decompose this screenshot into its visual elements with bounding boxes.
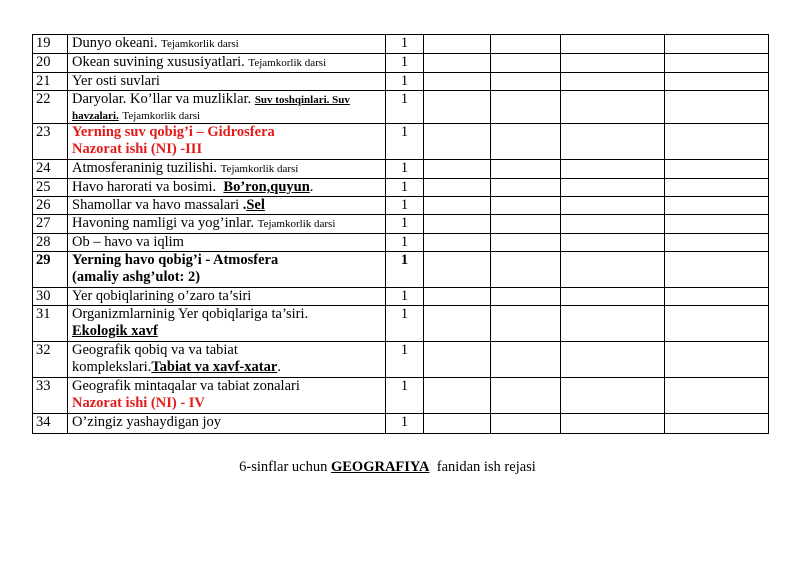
empty-cell — [665, 124, 769, 160]
row-topic: Yerning suv qobig’i – Gidrosfera Nazorat ishi (NI) -III — [68, 124, 386, 160]
row-extra: Tabiat va xavf-xatar — [151, 359, 278, 375]
empty-cell — [665, 414, 769, 434]
row-note: Tejamkorlik darsi — [248, 57, 327, 69]
empty-cell — [424, 378, 491, 414]
empty-cell — [491, 215, 561, 234]
row-topic: Daryolar. Ko’llar va muzliklar. Suv toshqinlari. Suv havzalari. Tejamkorlik darsi — [68, 91, 386, 124]
empty-cell — [424, 54, 491, 73]
table-row — [33, 288, 769, 306]
empty-cell — [424, 414, 491, 434]
row-topic: Yer osti suvlari — [68, 73, 386, 91]
empty-cell — [491, 160, 561, 179]
empty-cell — [561, 306, 665, 342]
row-topic: Havo harorati va bosimi. Bo’ron,quyun. — [68, 179, 386, 197]
empty-cell — [424, 215, 491, 234]
table-row — [33, 73, 769, 91]
empty-cell — [665, 215, 769, 234]
row-extra: Sel — [246, 197, 265, 213]
row-topic-line2: Nazorat ishi (NI) -III — [72, 141, 203, 157]
table-row — [33, 378, 769, 414]
empty-cell — [665, 179, 769, 197]
empty-cell — [665, 160, 769, 179]
empty-cell — [561, 288, 665, 306]
table-row — [33, 179, 769, 197]
row-number: 25 — [33, 179, 68, 197]
row-note: Tejamkorlik darsi — [220, 163, 299, 175]
row-hours: 1 — [386, 378, 424, 414]
empty-cell — [491, 124, 561, 160]
row-number: 19 — [33, 35, 68, 54]
row-hours: 1 — [386, 197, 424, 215]
empty-cell — [424, 288, 491, 306]
empty-cell — [665, 35, 769, 54]
empty-cell — [491, 35, 561, 54]
empty-cell — [491, 197, 561, 215]
row-hours: 1 — [386, 306, 424, 342]
empty-cell — [561, 73, 665, 91]
row-hours: 1 — [386, 288, 424, 306]
empty-cell — [665, 252, 769, 288]
table-row — [33, 414, 769, 434]
row-topic: Atmosferaninig tuzilishi. Tejamkorlik darsi — [68, 160, 386, 179]
empty-cell — [491, 54, 561, 73]
empty-cell — [665, 378, 769, 414]
row-note: Tejamkorlik darsi — [161, 38, 239, 50]
empty-cell — [561, 54, 665, 73]
row-hours: 1 — [386, 73, 424, 91]
empty-cell — [491, 91, 561, 124]
row-number: 32 — [33, 342, 68, 378]
empty-cell — [561, 179, 665, 197]
empty-cell — [491, 252, 561, 288]
empty-cell — [491, 179, 561, 197]
empty-cell — [561, 215, 665, 234]
row-topic-line2: Nazorat ishi (NI) - IV — [72, 395, 205, 411]
empty-cell — [424, 124, 491, 160]
row-hours: 1 — [386, 124, 424, 160]
empty-cell — [665, 234, 769, 252]
table-row — [33, 197, 769, 215]
empty-cell — [491, 234, 561, 252]
row-topic: Organizmlarninig Yer qobiqlariga ta’siri. Ekologik xavf — [68, 306, 386, 342]
empty-cell — [424, 35, 491, 54]
row-number: 31 — [33, 306, 68, 342]
row-number: 30 — [33, 288, 68, 306]
empty-cell — [561, 35, 665, 54]
row-hours: 1 — [386, 91, 424, 124]
row-hours: 1 — [386, 342, 424, 378]
row-number: 21 — [33, 73, 68, 91]
empty-cell — [491, 378, 561, 414]
empty-cell — [424, 73, 491, 91]
empty-cell — [424, 160, 491, 179]
empty-cell — [561, 124, 665, 160]
row-topic: Yer qobiqlarining o’zaro ta’siri — [68, 288, 386, 306]
empty-cell — [424, 306, 491, 342]
table-row — [33, 35, 769, 54]
row-number: 27 — [33, 215, 68, 234]
row-topic-line2: (amaliy ashg’ulot: 2) — [72, 269, 201, 285]
row-note: Tejamkorlik darsi — [122, 110, 201, 122]
empty-cell — [424, 179, 491, 197]
row-number: 22 — [33, 91, 68, 124]
row-number: 26 — [33, 197, 68, 215]
empty-cell — [665, 197, 769, 215]
table-row — [33, 252, 769, 288]
empty-cell — [665, 288, 769, 306]
row-topic: Geografik qobiq va va tabiat komplekslari.Tabiat va xavf-xatar. — [68, 342, 386, 378]
table-row — [33, 306, 769, 342]
empty-cell — [491, 288, 561, 306]
row-hours: 1 — [386, 54, 424, 73]
empty-cell — [424, 252, 491, 288]
table-row — [33, 91, 769, 124]
document-caption — [0, 459, 775, 476]
row-topic: O’zingiz yashaydigan joy — [68, 414, 386, 434]
table-row — [33, 124, 769, 160]
row-number: 33 — [33, 378, 68, 414]
row-topic: Geografik mintaqalar va tabiat zonalari Nazorat ishi (NI) - IV — [68, 378, 386, 414]
caption-suffix: fanidan ish rejasi — [429, 459, 536, 475]
empty-cell — [665, 342, 769, 378]
empty-cell — [491, 342, 561, 378]
empty-cell — [665, 306, 769, 342]
table-row — [33, 160, 769, 179]
row-number: 23 — [33, 124, 68, 160]
row-number: 20 — [33, 54, 68, 73]
empty-cell — [561, 91, 665, 124]
row-hours: 1 — [386, 252, 424, 288]
empty-cell — [491, 414, 561, 434]
empty-cell — [491, 73, 561, 91]
row-number: 28 — [33, 234, 68, 252]
empty-cell — [561, 378, 665, 414]
empty-cell — [424, 234, 491, 252]
row-topic: Okean suvining xususiyatlari. Tejamkorlik darsi — [68, 54, 386, 73]
empty-cell — [424, 197, 491, 215]
row-topic: Shamollar va havo massalari .Sel — [68, 197, 386, 215]
empty-cell — [561, 414, 665, 434]
row-number: 24 — [33, 160, 68, 179]
row-number: 29 — [33, 252, 68, 288]
table-row — [33, 215, 769, 234]
row-extra: Suv toshqinlari. Suv havzalari. — [72, 94, 350, 122]
empty-cell — [561, 342, 665, 378]
row-hours: 1 — [386, 160, 424, 179]
row-topic: Yerning havo qobig’i - Atmosfera (amaliy ashg’ulot: 2) — [68, 252, 386, 288]
empty-cell — [424, 342, 491, 378]
table-row — [33, 234, 769, 252]
row-topic: Havoning namligi va yog’inlar. Tejamkorlik darsi — [68, 215, 386, 234]
empty-cell — [561, 234, 665, 252]
caption-subject: GEOGRAFIYA — [330, 459, 430, 475]
row-hours: 1 — [386, 234, 424, 252]
row-topic: Dunyo okeani. Tejamkorlik darsi — [68, 35, 386, 54]
empty-cell — [665, 54, 769, 73]
row-note: Tejamkorlik darsi — [257, 218, 336, 230]
empty-cell — [424, 91, 491, 124]
empty-cell — [561, 252, 665, 288]
lesson-plan-table — [32, 34, 769, 434]
row-hours: 1 — [386, 215, 424, 234]
row-topic: Ob – havo va iqlim — [68, 234, 386, 252]
row-number: 34 — [33, 414, 68, 434]
row-extra: Bo’ron,quyun — [223, 179, 310, 195]
caption-prefix: 6-sinflar uchun — [239, 459, 331, 475]
row-topic-line2: komplekslari. — [72, 359, 152, 375]
empty-cell — [665, 91, 769, 124]
row-topic-line2: Ekologik xavf — [72, 323, 158, 339]
empty-cell — [665, 73, 769, 91]
row-hours: 1 — [386, 35, 424, 54]
table-row — [33, 342, 769, 378]
row-hours: 1 — [386, 414, 424, 434]
table-row — [33, 54, 769, 73]
empty-cell — [491, 306, 561, 342]
empty-cell — [561, 160, 665, 179]
row-hours: 1 — [386, 179, 424, 197]
empty-cell — [561, 197, 665, 215]
